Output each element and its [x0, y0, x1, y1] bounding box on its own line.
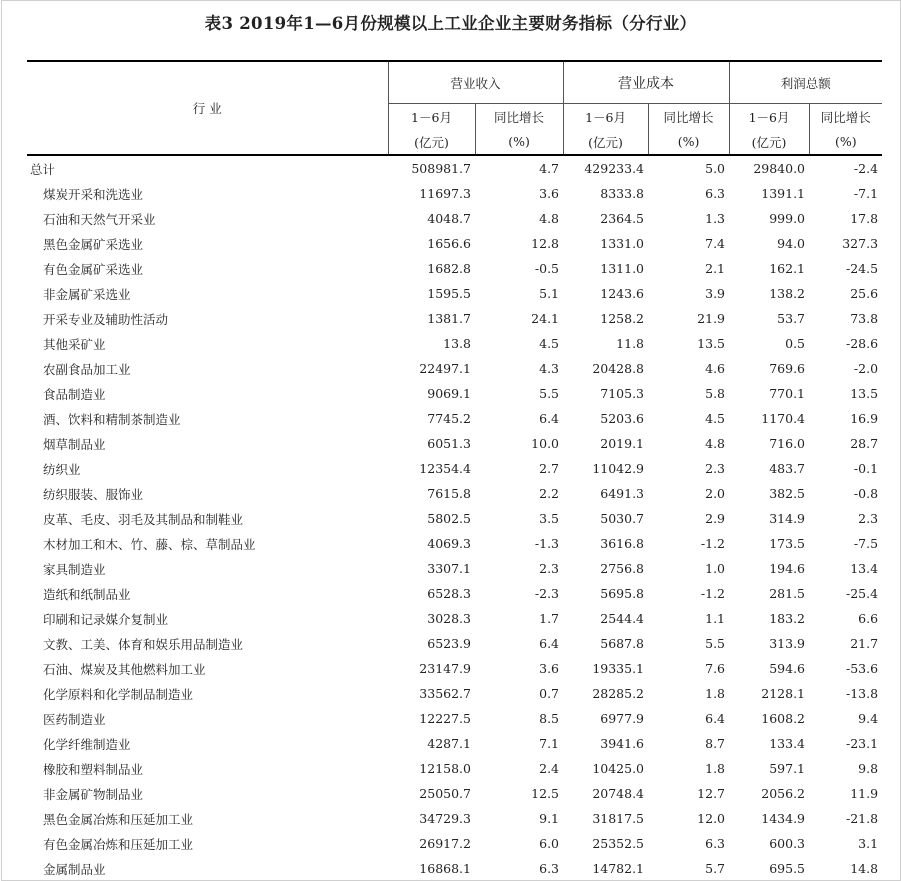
revenue-pct-header: (%): [475, 129, 563, 155]
revenue-growth: 6.4: [539, 636, 560, 651]
cost-growth: 3.9: [705, 286, 726, 301]
table-row: [27, 231, 882, 256]
profit-value: 162.1: [769, 261, 806, 276]
table-row: [27, 481, 882, 506]
industry-name: 烟草制品业: [43, 436, 106, 452]
industry-name: 酒、饮料和精制茶制造业: [43, 411, 181, 427]
cost-value: 5687.8: [600, 636, 645, 651]
profit-growth: 9.4: [858, 711, 879, 726]
industry-header: 行 业: [27, 61, 388, 155]
cost-growth: 1.3: [705, 211, 726, 226]
profit-growth: -25.4: [845, 586, 879, 601]
profit-value: 1434.9: [761, 811, 806, 826]
industry-name: 开采专业及辅助性活动: [43, 311, 169, 327]
cost-pct-header: (%): [648, 129, 729, 155]
cost-value: 1331.0: [600, 236, 645, 251]
profit-value: 1170.4: [761, 411, 806, 426]
revenue-growth: 24.1: [531, 311, 560, 326]
profit-growth: 3.1: [858, 836, 879, 851]
table-row: [27, 181, 882, 206]
revenue-growth-header: 同比增长: [475, 104, 563, 130]
profit-growth: 2.3: [858, 511, 879, 526]
revenue-growth: 9.1: [539, 811, 560, 826]
cost-growth: 21.9: [697, 311, 726, 326]
revenue-period-header: 1－6月: [388, 104, 475, 130]
cost-value: 11042.9: [592, 461, 645, 476]
cost-growth: 2.3: [705, 461, 726, 476]
revenue-value: 4048.7: [427, 211, 471, 226]
revenue-growth: 6.0: [539, 836, 560, 851]
profit-growth: -13.8: [845, 686, 879, 701]
revenue-growth: 1.7: [539, 611, 560, 626]
profit-value: 94.0: [777, 236, 806, 251]
revenue-growth: 10.0: [531, 436, 560, 451]
revenue-growth: 4.7: [539, 161, 560, 176]
profit-value: 716.0: [769, 436, 806, 451]
profit-value: 597.1: [769, 761, 806, 776]
cost-value: 3941.6: [600, 736, 645, 751]
profit-growth: -23.1: [845, 736, 879, 751]
industry-name: 非金属矿物制品业: [43, 786, 144, 802]
profit-growth: -28.6: [845, 336, 879, 351]
profit-value: 313.9: [769, 636, 806, 651]
profit-value: 999.0: [769, 211, 806, 226]
table-row: [27, 281, 882, 306]
cost-value: 2019.1: [600, 436, 645, 451]
table-row: [27, 706, 882, 731]
table-row: [27, 456, 882, 481]
table-row: [27, 506, 882, 531]
cost-growth: 13.5: [697, 336, 726, 351]
table-row: [27, 581, 882, 606]
cost-value: 2756.8: [600, 561, 645, 576]
cost-value: 429233.4: [584, 161, 645, 176]
profit-value: 183.2: [769, 611, 806, 626]
profit-value: 769.6: [769, 361, 806, 376]
revenue-growth: 0.7: [539, 686, 560, 701]
profit-growth: 13.5: [850, 386, 879, 401]
industry-name: 其他采矿业: [43, 336, 106, 352]
cost-growth-header: 同比增长: [648, 104, 729, 130]
profit-growth: 6.6: [858, 611, 879, 626]
revenue-value: 6051.3: [427, 436, 471, 451]
profit-growth: -2.4: [853, 161, 879, 176]
profit-value: 695.5: [769, 861, 806, 876]
industry-name: 金属制品业: [43, 861, 106, 877]
revenue-value: 16868.1: [419, 861, 471, 876]
cost-value: 6977.9: [600, 711, 645, 726]
revenue-value: 25050.7: [419, 786, 471, 801]
industry-name: 黑色金属冶炼和压延加工业: [43, 811, 194, 827]
table-row: [27, 531, 882, 556]
industry-name: 有色金属矿采选业: [43, 261, 144, 277]
industry-name: 皮革、毛皮、羽毛及其制品和制鞋业: [43, 511, 244, 527]
table-row: [27, 356, 882, 381]
revenue-growth: 3.6: [539, 186, 560, 201]
industry-name: 纺织服装、服饰业: [43, 486, 144, 502]
table-title: 表3 2019年1—6月份规模以上工业企业主要财务指标（分行业）: [204, 14, 697, 33]
profit-growth: 327.3: [842, 236, 879, 251]
cost-growth: 2.0: [705, 486, 726, 501]
industry-name: 文教、工美、体育和娱乐用品制造业: [43, 636, 244, 652]
cost-growth: 5.0: [705, 161, 726, 176]
cost-value: 2544.4: [600, 611, 645, 626]
cost-value: 20428.8: [592, 361, 645, 376]
industry-name: 木材加工和木、竹、藤、棕、草制品业: [43, 536, 256, 552]
table-row: [27, 406, 882, 431]
cost-growth: 8.7: [705, 736, 726, 751]
industry-name: 非金属矿采选业: [43, 286, 131, 302]
profit-value: 770.1: [769, 386, 806, 401]
profit-unit-header: (亿元): [729, 129, 809, 155]
revenue-value: 13.8: [443, 336, 471, 351]
profit-period-header: 1－6月: [729, 104, 809, 130]
revenue-value: 1595.5: [427, 286, 471, 301]
cost-growth: 2.1: [705, 261, 726, 276]
cost-growth: 7.6: [705, 661, 726, 676]
cost-value: 1258.2: [600, 311, 645, 326]
profit-value: 382.5: [769, 486, 806, 501]
cost-growth: 5.7: [705, 861, 726, 876]
cost-header: 营业成本: [563, 61, 729, 104]
table-row: [27, 381, 882, 406]
cost-value: 1243.6: [600, 286, 645, 301]
industry-name: 石油、煤炭及其他燃料加工业: [43, 661, 206, 677]
profit-growth: -0.1: [853, 461, 879, 476]
revenue-growth: 5.5: [539, 386, 560, 401]
revenue-value: 6528.3: [427, 586, 471, 601]
industry-name: 医药制造业: [43, 711, 106, 727]
revenue-value: 4069.3: [427, 536, 471, 551]
revenue-growth: 4.5: [539, 336, 560, 351]
profit-growth: 28.7: [850, 436, 879, 451]
profit-growth: -7.5: [853, 536, 879, 551]
profit-growth: -24.5: [845, 261, 879, 276]
revenue-growth: 12.5: [531, 786, 560, 801]
profit-growth-header: 同比增长: [809, 104, 882, 130]
revenue-growth: 2.2: [539, 486, 560, 501]
profit-value: 1608.2: [761, 711, 806, 726]
cost-unit-header: (亿元): [563, 129, 648, 155]
profit-growth: -21.8: [845, 811, 879, 826]
table-row: [27, 656, 882, 681]
cost-growth: 1.8: [705, 686, 726, 701]
profit-value: 1391.1: [761, 186, 806, 201]
cost-growth: 4.6: [705, 361, 726, 376]
revenue-value: 6523.9: [427, 636, 471, 651]
profit-value: 600.3: [769, 836, 806, 851]
profit-growth: 13.4: [850, 561, 879, 576]
revenue-unit-header: (亿元): [388, 129, 475, 155]
cost-value: 11.8: [616, 336, 645, 351]
profit-value: 194.6: [769, 561, 806, 576]
cost-value: 2364.5: [600, 211, 645, 226]
cost-value: 3616.8: [600, 536, 645, 551]
industry-name: 印刷和记录媒介复制业: [43, 611, 169, 627]
industry-name: 家具制造业: [43, 561, 106, 577]
revenue-growth: -2.3: [534, 586, 560, 601]
revenue-value: 12158.0: [419, 761, 471, 776]
industry-name: 石油和天然气开采业: [43, 211, 156, 227]
profit-growth: 73.8: [850, 311, 879, 326]
cost-value: 8333.8: [600, 186, 645, 201]
industry-name: 煤炭开采和洗选业: [43, 186, 144, 202]
revenue-value: 1682.8: [427, 261, 471, 276]
cost-value: 5203.6: [600, 411, 645, 426]
table-row: [27, 781, 882, 806]
table-row: [27, 256, 882, 281]
revenue-value: 34729.3: [419, 811, 471, 826]
cost-growth: 5.5: [705, 636, 726, 651]
revenue-growth: 12.8: [531, 236, 560, 251]
table-row: [27, 681, 882, 706]
revenue-value: 9069.1: [427, 386, 471, 401]
cost-growth: 4.5: [705, 411, 726, 426]
total-row: [27, 155, 882, 181]
cost-value: 6491.3: [600, 486, 645, 501]
revenue-value: 33562.7: [419, 686, 471, 701]
industry-name: 有色金属冶炼和压延加工业: [43, 836, 194, 852]
cost-value: 1311.0: [600, 261, 645, 276]
revenue-value: 23147.9: [419, 661, 471, 676]
cost-growth: -1.2: [700, 586, 726, 601]
cost-growth: 6.3: [705, 836, 726, 851]
cost-growth: 12.0: [697, 811, 726, 826]
profit-value: 29840.0: [753, 161, 806, 176]
revenue-growth: 4.8: [539, 211, 560, 226]
profit-value: 133.4: [769, 736, 806, 751]
revenue-growth: 2.4: [539, 761, 560, 776]
revenue-value: 4287.1: [427, 736, 471, 751]
table-row: [27, 856, 882, 881]
table-row: [27, 331, 882, 356]
revenue-value: 7745.2: [427, 411, 471, 426]
revenue-growth: 3.6: [539, 661, 560, 676]
cost-value: 25352.5: [592, 836, 645, 851]
cost-value: 28285.2: [592, 686, 645, 701]
industry-name: 农副食品加工业: [43, 361, 131, 377]
table-row: [27, 606, 882, 631]
cost-value: 5030.7: [600, 511, 645, 526]
revenue-growth: 5.1: [539, 286, 560, 301]
profit-value: 173.5: [769, 536, 806, 551]
profit-value: 314.9: [769, 511, 806, 526]
cost-period-header: 1－6月: [563, 104, 648, 130]
cost-value: 19335.1: [592, 661, 645, 676]
profit-growth: 11.9: [850, 786, 879, 801]
profit-growth: 17.8: [850, 211, 879, 226]
cost-growth: 1.8: [705, 761, 726, 776]
industry-name: 黑色金属矿采选业: [43, 236, 144, 252]
profit-growth: 9.8: [858, 761, 879, 776]
profit-header: 利润总额: [729, 61, 882, 104]
cost-value: 31817.5: [592, 811, 645, 826]
industry-name: 总计: [30, 161, 56, 177]
table-row: [27, 431, 882, 456]
revenue-value: 11697.3: [419, 186, 471, 201]
revenue-growth: -0.5: [534, 261, 560, 276]
profit-growth: -53.6: [845, 661, 879, 676]
industry-name: 橡胶和塑料制品业: [43, 761, 144, 777]
revenue-growth: 6.4: [539, 411, 560, 426]
table-row: [27, 631, 882, 656]
cost-value: 10425.0: [592, 761, 645, 776]
profit-growth: 21.7: [850, 636, 879, 651]
cost-value: 7105.3: [600, 386, 645, 401]
revenue-growth: 8.5: [539, 711, 560, 726]
profit-value: 2056.2: [761, 786, 806, 801]
profit-value: 483.7: [769, 461, 806, 476]
cost-growth: 1.1: [705, 611, 726, 626]
revenue-value: 26917.2: [419, 836, 471, 851]
profit-value: 2128.1: [761, 686, 806, 701]
cost-growth: 12.7: [697, 786, 726, 801]
table-body: [27, 155, 882, 881]
table-row: [27, 731, 882, 756]
cost-growth: 5.8: [705, 386, 726, 401]
revenue-value: 12354.4: [419, 461, 471, 476]
industry-name: 造纸和纸制品业: [43, 586, 131, 602]
revenue-value: 3028.3: [427, 611, 471, 626]
revenue-growth: 3.5: [539, 511, 560, 526]
profit-value: 0.5: [785, 336, 806, 351]
cost-value: 20748.4: [592, 786, 645, 801]
table-row: [27, 556, 882, 581]
revenue-value: 22497.1: [419, 361, 471, 376]
cost-growth: 7.4: [705, 236, 726, 251]
revenue-value: 1381.7: [427, 311, 471, 326]
profit-growth: -7.1: [853, 186, 879, 201]
industry-name: 食品制造业: [43, 386, 106, 402]
revenue-value: 12227.5: [419, 711, 471, 726]
cost-growth: 2.9: [705, 511, 726, 526]
table-row: [27, 806, 882, 831]
profit-value: 53.7: [777, 311, 806, 326]
industry-name: 化学纤维制造业: [43, 736, 131, 752]
revenue-growth: 2.3: [539, 561, 560, 576]
cost-growth: 6.3: [705, 186, 726, 201]
cost-growth: 6.4: [705, 711, 726, 726]
cost-value: 5695.8: [600, 586, 645, 601]
industry-name: 纺织业: [43, 461, 81, 477]
revenue-header: 营业收入: [388, 61, 563, 104]
industry-name: 化学原料和化学制品制造业: [43, 686, 194, 702]
revenue-growth: -1.3: [534, 536, 560, 551]
revenue-growth: 4.3: [539, 361, 560, 376]
profit-growth: -0.8: [853, 486, 879, 501]
profit-growth: 16.9: [850, 411, 879, 426]
revenue-growth: 7.1: [539, 736, 560, 751]
financial-indicators-table: [27, 60, 882, 881]
revenue-growth: 6.3: [539, 861, 560, 876]
profit-growth: -2.0: [853, 361, 879, 376]
table-row: [27, 756, 882, 781]
revenue-value: 508981.7: [411, 161, 471, 176]
profit-value: 138.2: [769, 286, 806, 301]
table-row: [27, 831, 882, 856]
revenue-growth: 2.7: [539, 461, 560, 476]
profit-value: 281.5: [769, 586, 806, 601]
cost-value: 14782.1: [592, 861, 645, 876]
cost-growth: -1.2: [700, 536, 726, 551]
cost-growth: 1.0: [705, 561, 726, 576]
profit-pct-header: (%): [809, 129, 882, 155]
revenue-value: 1656.6: [427, 236, 471, 251]
cost-growth: 4.8: [705, 436, 726, 451]
revenue-value: 7615.8: [427, 486, 471, 501]
revenue-value: 3307.1: [427, 561, 471, 576]
profit-growth: 14.8: [850, 861, 879, 876]
table-row: [27, 306, 882, 331]
profit-value: 594.6: [769, 661, 806, 676]
profit-growth: 25.6: [850, 286, 879, 301]
revenue-value: 5802.5: [427, 511, 471, 526]
table-row: [27, 206, 882, 231]
